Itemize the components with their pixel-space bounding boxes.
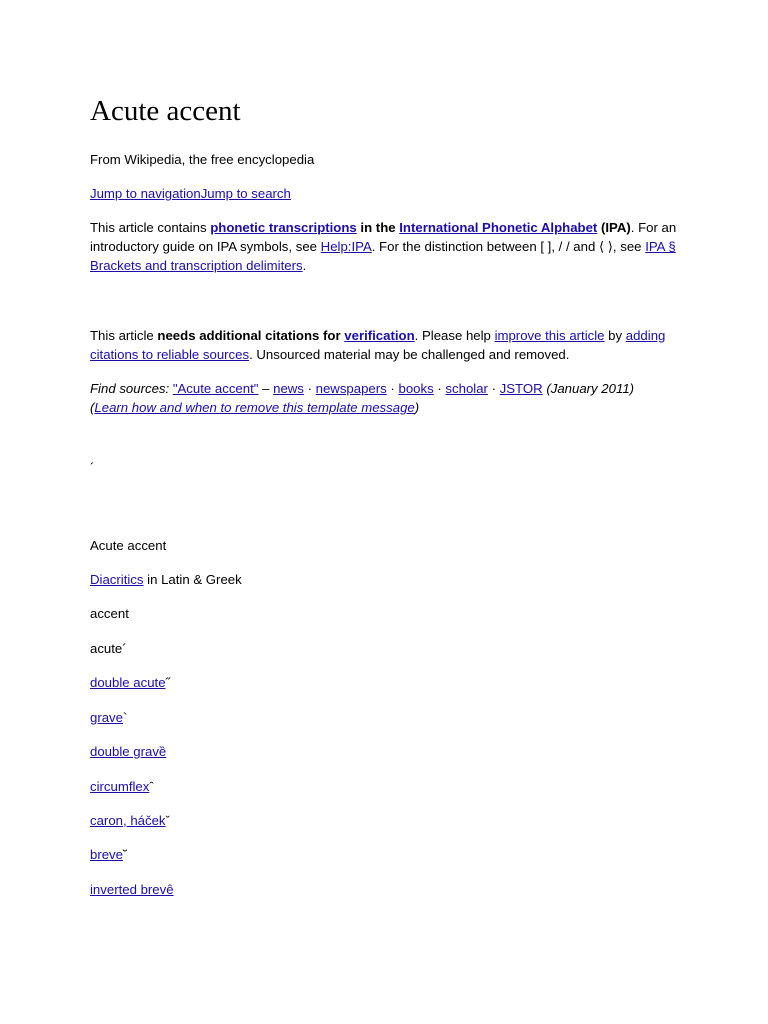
separator: · bbox=[487, 381, 500, 396]
page-title: Acute accent bbox=[90, 95, 241, 127]
ipa-notice bbox=[90, 218, 680, 275]
accent-item-mark: ˇ bbox=[165, 813, 170, 828]
news-link[interactable]: news bbox=[273, 381, 304, 396]
accent-item-mark: ´ bbox=[122, 641, 127, 656]
jump-links bbox=[90, 184, 680, 203]
infobox-accent-label: accent bbox=[90, 606, 129, 621]
accent-item bbox=[90, 811, 680, 830]
citation-text: This article bbox=[90, 328, 158, 343]
accent-item bbox=[90, 673, 680, 692]
jump-to-search-link[interactable]: Jump to search bbox=[200, 186, 291, 201]
ipa-alphabet-link[interactable]: International Phonetic Alphabet bbox=[399, 220, 598, 235]
accent-item bbox=[90, 880, 680, 899]
jump-to-navigation-link[interactable]: Jump to navigation bbox=[90, 186, 201, 201]
tagline: From Wikipedia, the free encyclopedia bbox=[90, 152, 315, 167]
ipa-abbrev: (IPA) bbox=[597, 220, 631, 235]
accent-item-mark: ˝ bbox=[165, 675, 170, 690]
accent-item-label[interactable]: breve bbox=[90, 847, 123, 862]
accent-item-mark: ` bbox=[123, 710, 128, 725]
verification-link[interactable]: verification bbox=[344, 328, 415, 343]
ipa-text: This article contains bbox=[90, 220, 211, 235]
paren-close: ) bbox=[414, 400, 420, 415]
citation-text-bold: needs additional citations for bbox=[157, 328, 345, 343]
accent-item-mark: ˆ bbox=[149, 779, 154, 794]
phonetic-transcriptions-link[interactable]: phonetic transcriptions bbox=[210, 220, 357, 235]
accent-item bbox=[90, 708, 680, 727]
citation-text: by bbox=[604, 328, 626, 343]
accent-item-label[interactable]: caron, háček bbox=[90, 813, 166, 828]
ipa-text: . bbox=[302, 258, 307, 273]
dash: – bbox=[258, 381, 274, 396]
diacritics-text: in Latin & Greek bbox=[143, 572, 242, 587]
accent-item bbox=[90, 845, 680, 864]
template-date: (January 2011) bbox=[542, 381, 635, 396]
books-link[interactable]: books bbox=[398, 381, 434, 396]
newspapers-link[interactable]: newspapers bbox=[315, 381, 387, 396]
citation-text: . Please help bbox=[414, 328, 495, 343]
infobox-diacritics bbox=[90, 570, 680, 589]
find-sources bbox=[90, 379, 680, 417]
ipa-text: . For the distinction between [ ], / / and ⟨ ⟩, see bbox=[371, 239, 646, 254]
accent-item-label[interactable]: inverted breve bbox=[90, 882, 174, 897]
separator: · bbox=[303, 381, 316, 396]
citation-text: . Unsourced material may be challenged and removed. bbox=[249, 347, 570, 362]
diacritics-link[interactable]: Diacritics bbox=[90, 572, 144, 587]
search-query-link[interactable]: "Acute accent" bbox=[172, 381, 259, 396]
find-sources-label: Find sources: bbox=[90, 381, 173, 396]
accent-item bbox=[90, 742, 680, 761]
accent-item bbox=[90, 639, 680, 658]
accent-item-label[interactable]: double acute bbox=[90, 675, 166, 690]
citation-notice bbox=[90, 326, 680, 364]
accent-item-label[interactable]: circumflex bbox=[90, 779, 150, 794]
ipa-text: in the bbox=[356, 220, 400, 235]
separator: · bbox=[386, 381, 399, 396]
separator: · bbox=[433, 381, 446, 396]
accent-item-label[interactable]: grave bbox=[90, 710, 123, 725]
accent-item-mark: ˘ bbox=[123, 847, 128, 862]
jstor-link[interactable]: JSTOR bbox=[499, 381, 543, 396]
learn-remove-template-link[interactable]: Learn how and when to remove this template message bbox=[94, 400, 415, 415]
improve-article-link[interactable]: improve this article bbox=[494, 328, 605, 343]
ipa-brackets-link[interactable]: IPA § Brackets and transcription delimiters bbox=[90, 239, 676, 273]
help-ipa-link[interactable]: Help:IPA bbox=[320, 239, 372, 254]
paren-open: ( bbox=[90, 400, 95, 415]
ipa-text: . For an introductory guide on IPA symbols, see bbox=[90, 220, 677, 254]
infobox-title: Acute accent bbox=[90, 538, 167, 553]
accent-item bbox=[90, 777, 680, 796]
accent-item-label[interactable]: double grave bbox=[90, 744, 167, 759]
scholar-link[interactable]: scholar bbox=[445, 381, 488, 396]
accent-item-label: acute bbox=[90, 641, 123, 656]
stray-accent-mark: ´ bbox=[90, 460, 95, 475]
adding-citations-link[interactable]: adding citations to reliable sources bbox=[90, 328, 666, 362]
